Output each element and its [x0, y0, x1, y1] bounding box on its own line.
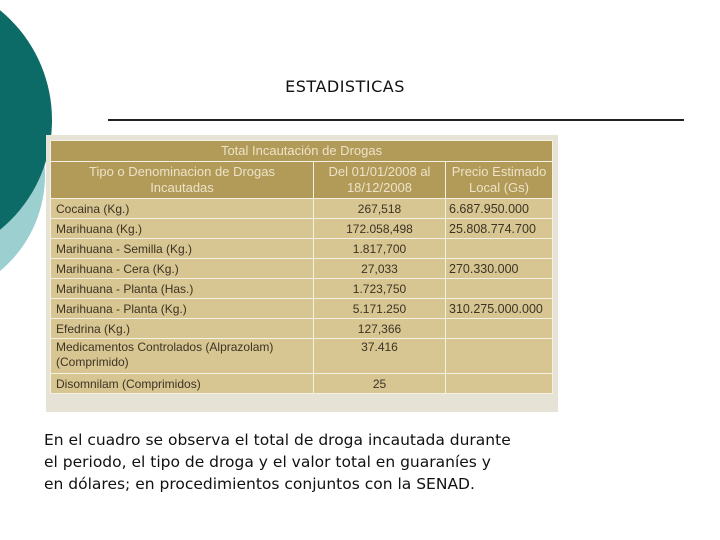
title-divider: [108, 119, 684, 121]
amount-cell: 172.058,498: [314, 219, 446, 239]
price-cell: [446, 279, 553, 299]
amount-cell: 1.817,700: [314, 239, 446, 259]
price-cell: [446, 239, 553, 259]
amount-cell: 25: [314, 374, 446, 394]
drug-type-cell: Marihuana - Cera (Kg.): [51, 259, 314, 279]
drug-type-cell: Marihuana - Semilla (Kg.): [51, 239, 314, 259]
slide-title: ESTADISTICAS: [285, 77, 405, 96]
table-row: [51, 374, 553, 394]
table-row: [51, 299, 553, 319]
seizures-table: [50, 140, 553, 394]
price-cell: 270.330.000: [446, 259, 553, 279]
amount-cell: 5.171.250: [314, 299, 446, 319]
price-cell: [446, 374, 553, 394]
table-row: [51, 199, 553, 219]
drug-type-cell: Marihuana - Planta (Has.): [51, 279, 314, 299]
table-image: [46, 135, 558, 412]
table-title: Total Incautación de Drogas: [51, 141, 553, 162]
amount-cell: 127,366: [314, 319, 446, 339]
column-header-period: Del 01/01/2008 al 18/12/2008: [314, 162, 446, 199]
drug-type-cell: Marihuana (Kg.): [51, 219, 314, 239]
column-header-price: Precio Estimado Local (Gs): [446, 162, 553, 199]
price-cell: 25.808.774.700: [446, 219, 553, 239]
drug-type-cell: Disomnilam (Comprimidos): [51, 374, 314, 394]
slide-caption: En el cuadro se observa el total de droga incautada durante el periodo, el tipo de droga y el valor total en guaraníes y en dólares; en procedimientos conjuntos con la SENAD.: [44, 431, 511, 493]
amount-cell: 1.723,750: [314, 279, 446, 299]
amount-cell: 37.416: [314, 339, 446, 374]
price-cell: 310.275.000.000: [446, 299, 553, 319]
price-cell: [446, 339, 553, 374]
amount-cell: 267,518: [314, 199, 446, 219]
price-cell: [446, 319, 553, 339]
drug-type-cell: Efedrina (Kg.): [51, 319, 314, 339]
price-cell: 6.687.950.000: [446, 199, 553, 219]
table-row: [51, 259, 553, 279]
drug-type-cell: Medicamentos Controlados (Alprazolam) (Comprimido): [51, 339, 314, 374]
table-row: [51, 279, 553, 299]
table-row: [51, 339, 553, 374]
column-header-type: Tipo o Denominacion de Drogas Incautadas: [51, 162, 314, 199]
table-row: [51, 219, 553, 239]
drug-type-cell: Marihuana - Planta (Kg.): [51, 299, 314, 319]
table-row: [51, 239, 553, 259]
table-row: [51, 319, 553, 339]
amount-cell: 27,033: [314, 259, 446, 279]
drug-type-cell: Cocaina (Kg.): [51, 199, 314, 219]
